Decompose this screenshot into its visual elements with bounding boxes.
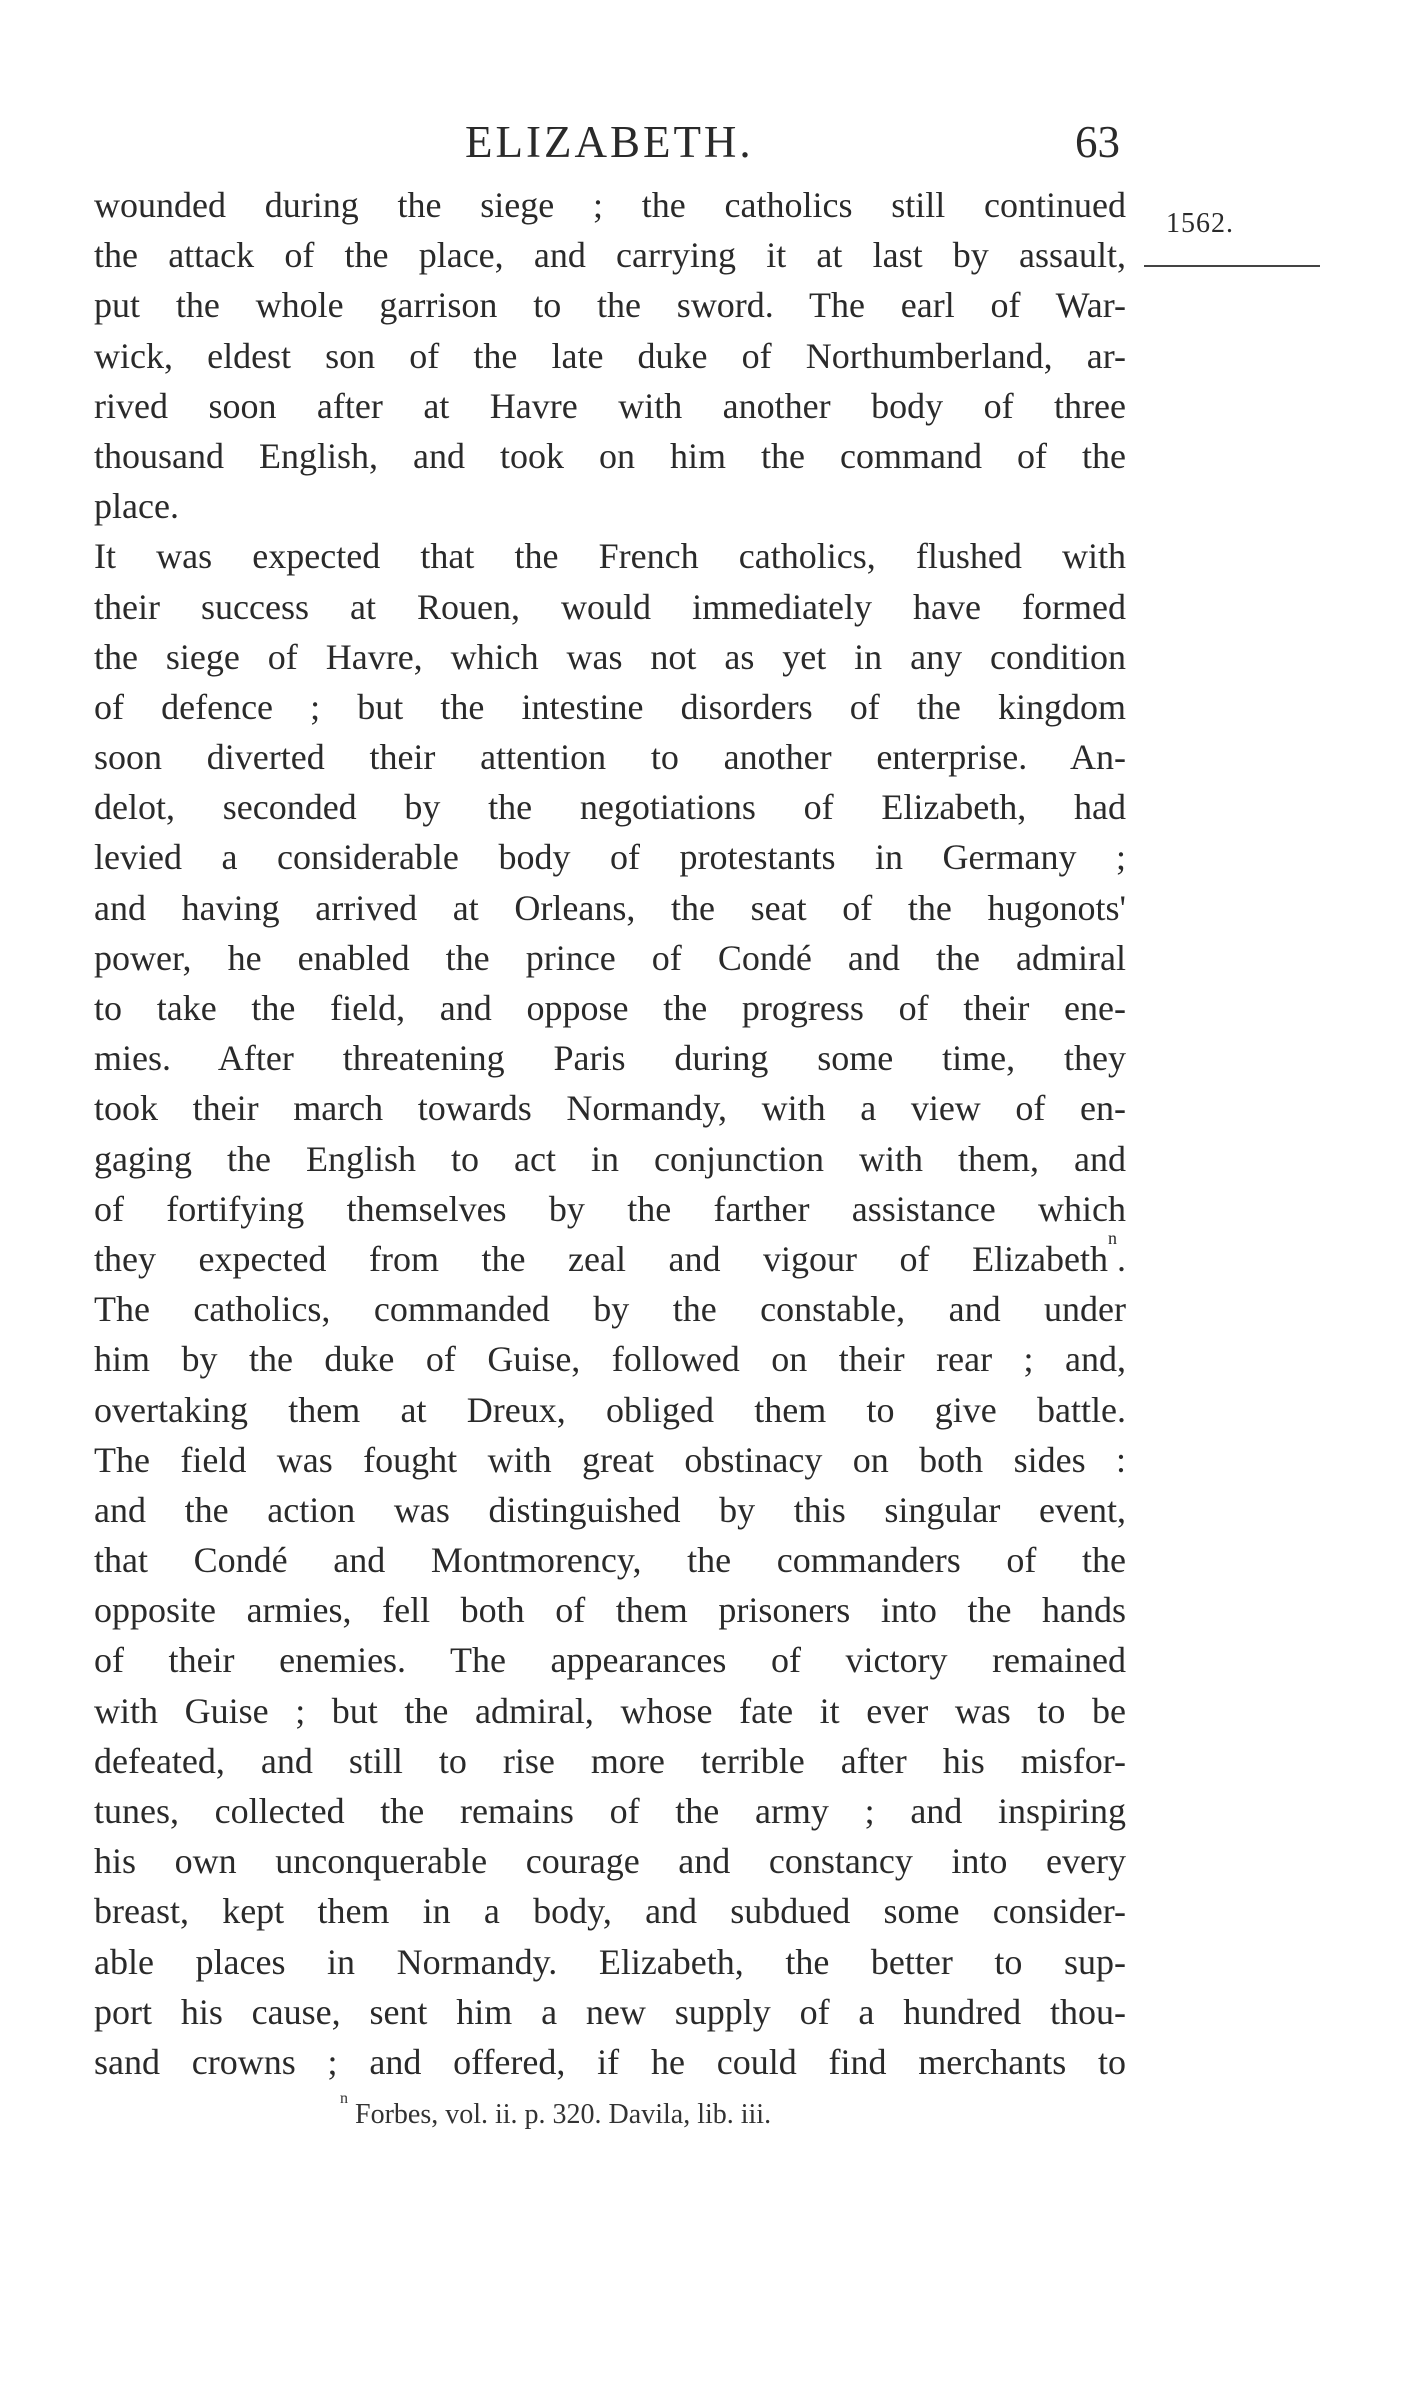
text-line: place. [94,486,179,527]
text-line: his own unconquerable courage and constancy into every [94,1841,1126,1882]
text-line: of fortifying themselves by the farther assistance which [94,1188,1126,1229]
text-line-segment: they expected from the zeal and vigour of Elizabeth [94,1238,1108,1279]
text-line: thousand English, and took on him the command of the [94,435,1126,476]
text-line: opposite armies, fell both of them prisoners into the hands [94,1590,1126,1631]
text-line: took their march towards Normandy, with a view of en- [94,1088,1126,1129]
text-line: to take the field, and oppose the progress of their ene- [94,988,1126,1028]
text-line: defeated, and still to rise more terrible after his misfor- [94,1740,1126,1781]
text-line: overtaking them at Dreux, obliged them to give battle. [94,1389,1126,1430]
text-line: of defence ; but the intestine disorders of the kingdom [94,686,1126,727]
footnote-reference[interactable]: n [1108,1227,1117,1248]
text-line: It was expected that the French catholics, flushed with [94,536,1126,577]
text-line: and the action was distinguished by this singular event, [94,1489,1126,1530]
text-line: sand crowns ; and offered, if he could find merchants to [94,2041,1126,2082]
text-line: tunes, collected the remains of the army ; and inspiring [94,1791,1126,1831]
text-line: and having arrived at Orleans, the seat of the hugonots' [94,887,1126,928]
marginal-rule [1144,265,1320,267]
text-line: gaging the English to act in conjunction with them, and [94,1138,1126,1179]
text-line: The field was fought with great obstinacy on both sides : [94,1439,1126,1480]
body-text [94,180,1126,2087]
text-line: breast, kept them in a body, and subdued some consider- [94,1891,1126,1932]
text-line: the attack of the place, and carrying it at last by assault, [94,235,1126,276]
footnote [340,2089,772,2135]
text-line: delot, seconded by the negotiations of Elizabeth, had [94,787,1126,828]
text-line: soon diverted their attention to another enterprise. An- [94,737,1126,778]
marginal-year: 1562. [1166,208,1234,239]
running-head [90,112,1120,172]
text-line: The catholics, commanded by the constable, and under [94,1289,1126,1330]
text-line: port his cause, sent him a new supply of a hundred thou- [94,1991,1126,2032]
text-line: wounded during the siege ; the catholics still continued [94,185,1126,225]
text-line: that Condé and Montmorency, the commanders of the [94,1540,1126,1581]
text-line: with Guise ; but the admiral, whose fate it ever was to be [94,1690,1126,1731]
text-line: of their enemies. The appearances of victory remained [94,1640,1126,1681]
text-line: rived soon after at Havre with another body of three [94,385,1126,426]
text-line: power, he enabled the prince of Condé and the admiral [94,937,1126,978]
footnote-marker: n [340,2089,348,2107]
running-title: ELIZABETH. [465,117,754,167]
text-line-with-note [94,1227,1126,1284]
text-line: wick, eldest son of the late duke of Northumberland, ar- [94,335,1126,376]
footnote-text: Forbes, vol. ii. p. 320. Davila, lib. iii. [355,2099,772,2130]
text-line: mies. After threatening Paris during some time, they [94,1038,1126,1079]
text-line: levied a considerable body of protestants in Germany ; [94,837,1126,878]
text-line: able places in Normandy. Elizabeth, the better to sup- [94,1941,1126,1982]
text-line: put the whole garrison to the sword. The earl of War- [94,285,1126,326]
text-line: the siege of Havre, which was not as yet in any condition [94,636,1126,677]
page-number: 63 [1075,117,1120,167]
text-line: their success at Rouen, would immediately have formed [94,586,1126,627]
text-line: him by the duke of Guise, followed on their rear ; and, [94,1339,1126,1380]
text-line-tail: . [1117,1238,1126,1279]
